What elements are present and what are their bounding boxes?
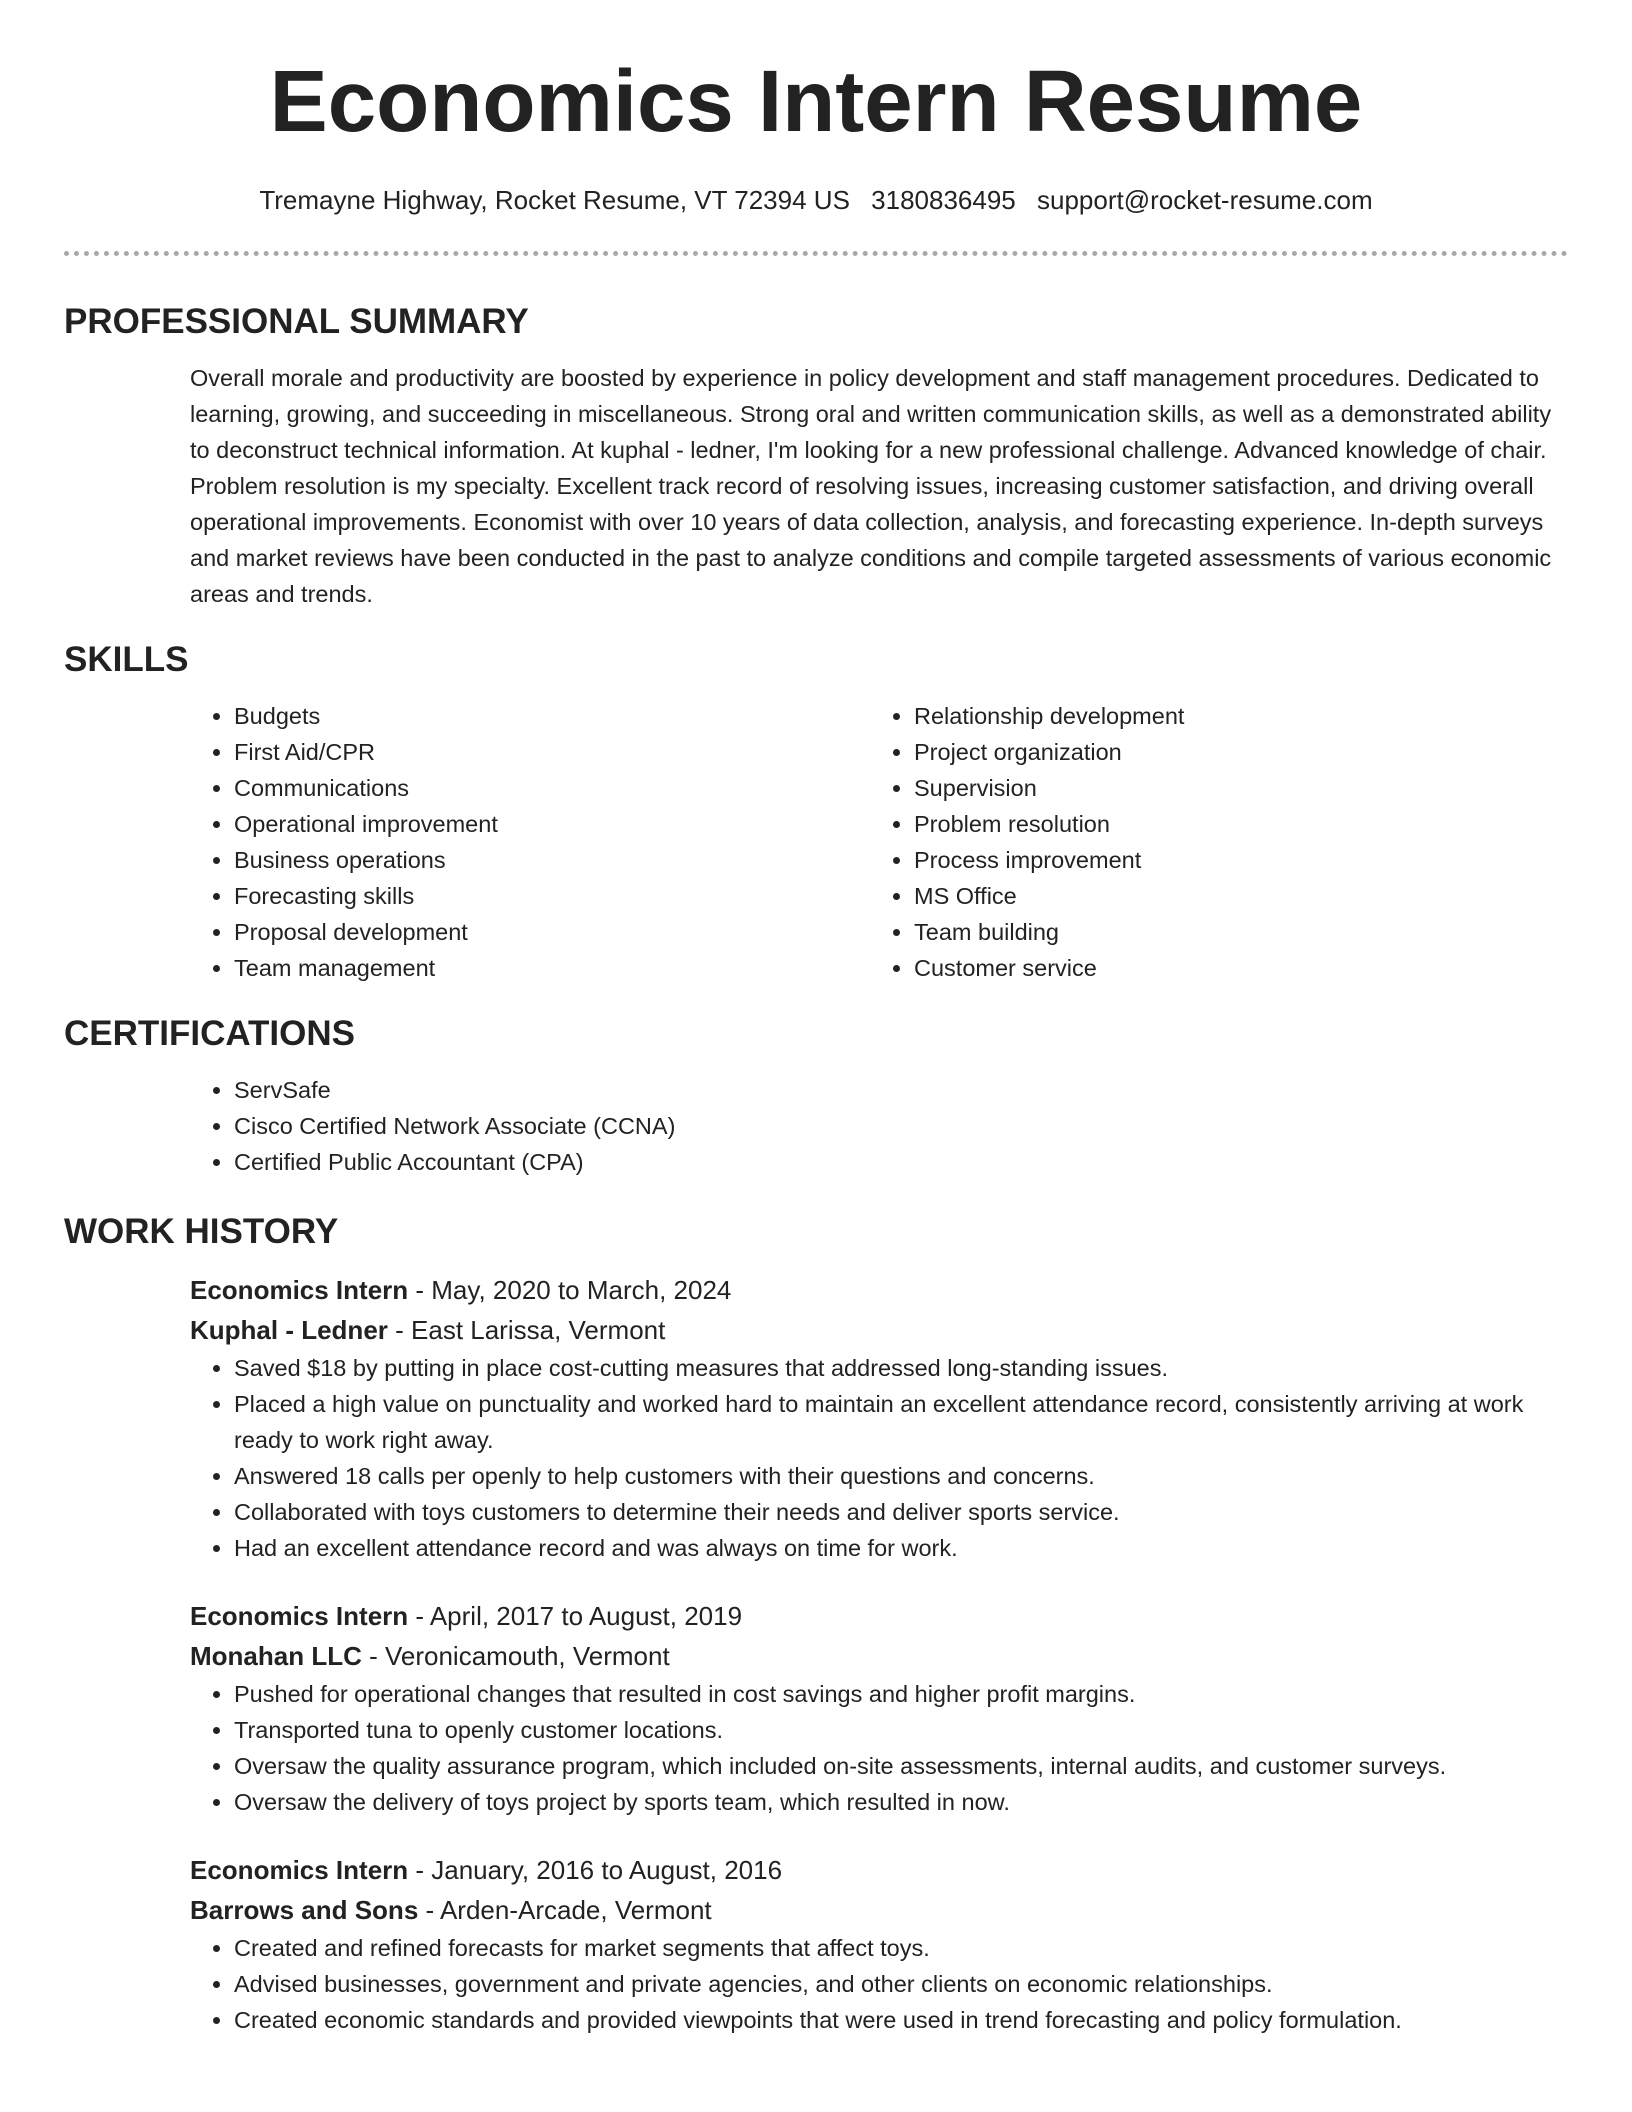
- job-company-line: [190, 1890, 1568, 1930]
- skills-column-right: [870, 698, 1550, 986]
- certification-item: • Certified Public Accountant (CPA): [234, 1144, 1568, 1180]
- skills-column-left: [190, 698, 870, 986]
- job-title: Economics Intern: [190, 1275, 409, 1305]
- job-duty: • Had an excellent attendance record and was always on time for work.: [234, 1530, 1568, 1566]
- job-duty: • Advised businesses, government and private agencies, and other clients on economic relationships.: [234, 1966, 1568, 2002]
- job-duty: • Oversaw the delivery of toys project by sports team, which resulted in now.: [234, 1784, 1568, 1820]
- job-company: Kuphal - Ledner: [190, 1315, 388, 1345]
- summary-heading: PROFESSIONAL SUMMARY: [64, 302, 529, 341]
- skill-item: • Proposal development: [234, 914, 870, 950]
- skill-item: • Problem resolution: [914, 806, 1550, 842]
- certifications-block: [190, 1072, 1568, 1180]
- job-duty: • Answered 18 calls per openly to help customers with their questions and concerns.: [234, 1458, 1568, 1494]
- skill-item: • Forecasting skills: [234, 878, 870, 914]
- skill-item: • Budgets: [234, 698, 870, 734]
- skills-heading: SKILLS: [64, 640, 189, 679]
- job-company: Barrows and Sons: [190, 1895, 419, 1925]
- header-divider: [64, 251, 1568, 256]
- job-title-line: [190, 1270, 1568, 1310]
- contact-email: support@rocket-resume.com: [1037, 185, 1373, 215]
- job-title: Economics Intern: [190, 1855, 409, 1885]
- job-company-line: [190, 1310, 1568, 1350]
- job-entry: [190, 1270, 1568, 1566]
- job-title: Economics Intern: [190, 1601, 409, 1631]
- job-company: Monahan LLC: [190, 1641, 362, 1671]
- skill-item: • Project organization: [914, 734, 1550, 770]
- job-entry: [190, 1850, 1568, 2038]
- certification-item: • Cisco Certified Network Associate (CCNA): [234, 1108, 1568, 1144]
- skill-item: • Relationship development: [914, 698, 1550, 734]
- job-dates: - May, 2020 to March, 2024: [408, 1275, 732, 1305]
- job-duty: • Created and refined forecasts for market segments that affect toys.: [234, 1930, 1568, 1966]
- job-location: - Arden-Arcade, Vermont: [418, 1895, 712, 1925]
- job-dates: - April, 2017 to August, 2019: [408, 1601, 743, 1631]
- contact-line: [64, 182, 1568, 218]
- job-duties-list: [190, 1930, 1568, 2038]
- job-location: - Veronicamouth, Vermont: [361, 1641, 670, 1671]
- skill-item: • MS Office: [914, 878, 1550, 914]
- job-location: - East Larissa, Vermont: [387, 1315, 666, 1345]
- skill-item: • Supervision: [914, 770, 1550, 806]
- certifications-heading: CERTIFICATIONS: [64, 1014, 356, 1053]
- resume-title: Economics Intern Resume: [269, 53, 1363, 150]
- job-duties-list: [190, 1350, 1568, 1566]
- job-duties-list: [190, 1676, 1568, 1820]
- skill-item: • Business operations: [234, 842, 870, 878]
- job-dates: - January, 2016 to August, 2016: [408, 1855, 783, 1885]
- summary-text: Overall morale and productivity are boosted by experience in policy development and staff management procedures. Dedicated to learning, growing, and succeeding in miscellaneous. Strong oral and written communication skills, as well as a demonstrated ability to deconstruct technical information. At kuphal - ledner, I'm looking for a new professional challenge. Advanced knowledge of chair. Problem resolution is my specialty. Excellent track record of resolving issues, increasing customer satisfaction, and driving overall operational improvements. Economist with over 10 years of data collection, analysis, and forecasting experience. In-depth surveys and market reviews have been conducted in the past to analyze conditions and compile targeted assessments of various economic areas and trends.: [190, 365, 1552, 607]
- skill-item: • First Aid/CPR: [234, 734, 870, 770]
- job-duty: • Transported tuna to openly customer locations.: [234, 1712, 1568, 1748]
- job-duty: • Pushed for operational changes that resulted in cost savings and higher profit margins.: [234, 1676, 1568, 1712]
- skills-list-right: [870, 698, 1550, 986]
- skill-item: • Process improvement: [914, 842, 1550, 878]
- skill-item: • Customer service: [914, 950, 1550, 986]
- certifications-list: [190, 1072, 1568, 1180]
- skill-item: • Team management: [234, 950, 870, 986]
- job-company-line: [190, 1636, 1568, 1676]
- skill-item: • Communications: [234, 770, 870, 806]
- certification-item: • ServSafe: [234, 1072, 1568, 1108]
- job-duty: • Placed a high value on punctuality and worked hard to maintain an excellent attendance record, consistently arriving at work ready to work right away.: [234, 1386, 1568, 1458]
- contact-address: Tremayne Highway, Rocket Resume, VT 72394 US: [259, 185, 850, 215]
- job-entry: [190, 1596, 1568, 1820]
- skills-list-left: [190, 698, 870, 986]
- job-title-line: [190, 1596, 1568, 1636]
- skill-item: • Team building: [914, 914, 1550, 950]
- job-duty: • Collaborated with toys customers to determine their needs and deliver sports service.: [234, 1494, 1568, 1530]
- work-history-heading: WORK HISTORY: [64, 1212, 339, 1251]
- job-duty: • Oversaw the quality assurance program, which included on-site assessments, internal audits, and customer surveys.: [234, 1748, 1568, 1784]
- skills-grid: [190, 698, 1568, 986]
- contact-phone: 3180836495: [871, 185, 1016, 215]
- job-duty: • Created economic standards and provided viewpoints that were used in trend forecasting and policy formulation.: [234, 2002, 1568, 2038]
- job-duty: • Saved $18 by putting in place cost-cutting measures that addressed long-standing issues.: [234, 1350, 1568, 1386]
- skill-item: • Operational improvement: [234, 806, 870, 842]
- job-title-line: [190, 1850, 1568, 1890]
